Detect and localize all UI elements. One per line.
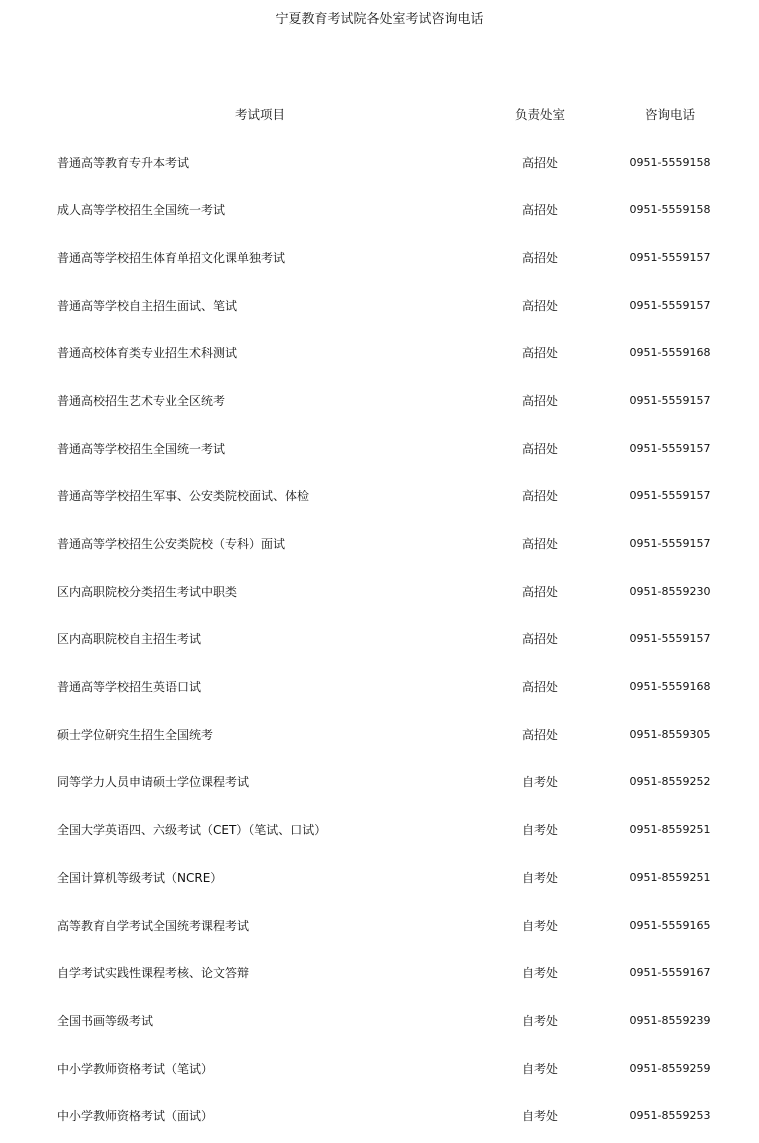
consultation-phone-cell: 0951-8559253 xyxy=(629,1109,711,1123)
table-row xyxy=(40,568,740,616)
consultation-phone-cell: 0951-5559157 xyxy=(629,489,711,503)
consultation-phone-cell: 0951-8559305 xyxy=(629,727,711,741)
exam-item-cell: 普通高校体育类专业招生术科测试 xyxy=(57,346,238,361)
responsible-office-cell: 高招处 xyxy=(521,537,558,552)
exam-item-cell: 普通高等学校自主招生面试、笔试 xyxy=(57,298,238,313)
table-row xyxy=(40,759,740,807)
table-row xyxy=(40,1092,740,1140)
exam-item-cell: 全国大学英语四、六级考试（CET）（笔试、口试） xyxy=(57,823,327,838)
exam-item-cell: 同等学力人员申请硕士学位课程考试 xyxy=(57,775,250,790)
consultation-phone-cell: 0951-5559157 xyxy=(629,537,711,551)
table-row xyxy=(40,377,740,425)
responsible-office-cell: 高招处 xyxy=(521,393,558,408)
table-row xyxy=(40,139,740,187)
responsible-office-cell: 高招处 xyxy=(521,203,558,218)
table-row xyxy=(40,663,740,711)
exam-item-cell: 区内高职院校自主招生考试 xyxy=(57,632,202,647)
responsible-office-cell: 自考处 xyxy=(521,870,558,885)
responsible-office-cell: 自考处 xyxy=(521,918,558,933)
table-row xyxy=(40,949,740,997)
exam-item-cell: 普通高校招生艺术专业全区统考 xyxy=(57,393,226,408)
table-row xyxy=(40,234,740,282)
consultation-phone-cell: 0951-8559230 xyxy=(629,584,711,598)
table-header-row xyxy=(40,91,740,139)
exam-item-cell: 普通高等学校招生体育单招文化课单独考试 xyxy=(57,250,286,265)
consultation-phone-cell: 0951-5559157 xyxy=(629,298,711,312)
table-row xyxy=(40,616,740,664)
consultation-phone-cell: 0951-8559259 xyxy=(629,1061,711,1075)
table-row xyxy=(40,806,740,854)
responsible-office-cell: 高招处 xyxy=(521,632,558,647)
consultation-phone-cell: 0951-5559168 xyxy=(629,680,711,694)
exam-item-cell: 区内高职院校分类招生考试中职类 xyxy=(57,584,238,599)
consultation-phone-cell: 0951-5559157 xyxy=(629,393,711,407)
table-row xyxy=(40,425,740,473)
exam-item-cell: 普通高等学校招生军事、公安类院校面试、体检 xyxy=(57,489,310,504)
responsible-office-cell: 高招处 xyxy=(521,441,558,456)
table-row xyxy=(40,282,740,330)
responsible-office-cell: 高招处 xyxy=(521,250,558,265)
responsible-office-cell: 高招处 xyxy=(521,727,558,742)
table-row xyxy=(40,711,740,759)
consultation-phone-cell: 0951-8559251 xyxy=(629,823,711,837)
consultation-phone-cell: 0951-5559157 xyxy=(629,632,711,646)
exam-item-cell: 成人高等学校招生全国统一考试 xyxy=(57,203,226,218)
consultation-phone-cell: 0951-5559158 xyxy=(629,203,711,217)
responsible-office-cell: 自考处 xyxy=(521,1013,558,1028)
table-row xyxy=(40,329,740,377)
exam-item-cell: 普通高等学校招生英语口试 xyxy=(57,680,202,695)
header-exam-item: 考试项目 xyxy=(234,106,285,122)
page-title: 宁夏教育考试院各处室考试咨询电话 xyxy=(275,12,484,27)
responsible-office-cell: 自考处 xyxy=(521,1109,558,1124)
table-row xyxy=(40,902,740,950)
responsible-office-cell: 高招处 xyxy=(521,155,558,170)
table-header xyxy=(40,91,740,139)
responsible-office-cell: 自考处 xyxy=(521,1061,558,1076)
consultation-phone-cell: 0951-5559168 xyxy=(629,346,711,360)
exam-item-cell: 高等教育自学考试全国统考课程考试 xyxy=(57,918,250,933)
exam-item-cell: 全国计算机等级考试（NCRE） xyxy=(57,870,223,885)
exam-item-cell: 中小学教师资格考试（面试） xyxy=(57,1109,214,1124)
responsible-office-cell: 高招处 xyxy=(521,584,558,599)
responsible-office-cell: 自考处 xyxy=(521,966,558,981)
responsible-office-cell: 高招处 xyxy=(521,346,558,361)
table-row xyxy=(40,473,740,521)
consultation-phone-cell: 0951-5559167 xyxy=(629,966,711,980)
consultation-phone-cell: 0951-5559157 xyxy=(629,441,711,455)
exam-item-cell: 全国书画等级考试 xyxy=(57,1013,154,1028)
table-row xyxy=(40,1045,740,1093)
exam-item-cell: 自学考试实践性课程考核、论文答辩 xyxy=(57,966,250,981)
responsible-office-cell: 高招处 xyxy=(521,298,558,313)
consultation-phone-cell: 0951-5559158 xyxy=(629,155,711,169)
header-consultation-phone: 咨询电话 xyxy=(644,106,695,122)
exam-item-cell: 普通高等学校招生公安类院校（专科）面试 xyxy=(57,537,286,552)
consultation-phone-cell: 0951-8559239 xyxy=(629,1013,711,1027)
table-row xyxy=(40,854,740,902)
consultation-phone-cell: 0951-8559252 xyxy=(629,775,711,789)
exam-item-cell: 普通高等教育专升本考试 xyxy=(57,155,190,170)
table-row xyxy=(40,186,740,234)
consultation-phone-cell: 0951-5559157 xyxy=(629,250,711,264)
table-row xyxy=(40,997,740,1045)
responsible-office-cell: 高招处 xyxy=(521,489,558,504)
exam-item-cell: 中小学教师资格考试（笔试） xyxy=(57,1061,214,1076)
responsible-office-cell: 自考处 xyxy=(521,823,558,838)
table-body xyxy=(40,139,740,1140)
consultation-phone-cell: 0951-5559165 xyxy=(629,918,711,932)
consultation-phone-table xyxy=(40,91,740,1140)
consultation-phone-cell: 0951-8559251 xyxy=(629,870,711,884)
exam-item-cell: 普通高等学校招生全国统一考试 xyxy=(57,441,226,456)
responsible-office-cell: 自考处 xyxy=(521,775,558,790)
responsible-office-cell: 高招处 xyxy=(521,680,558,695)
header-responsible-office: 负责处室 xyxy=(514,106,565,122)
exam-item-cell: 硕士学位研究生招生全国统考 xyxy=(57,727,214,742)
table-row xyxy=(40,520,740,568)
